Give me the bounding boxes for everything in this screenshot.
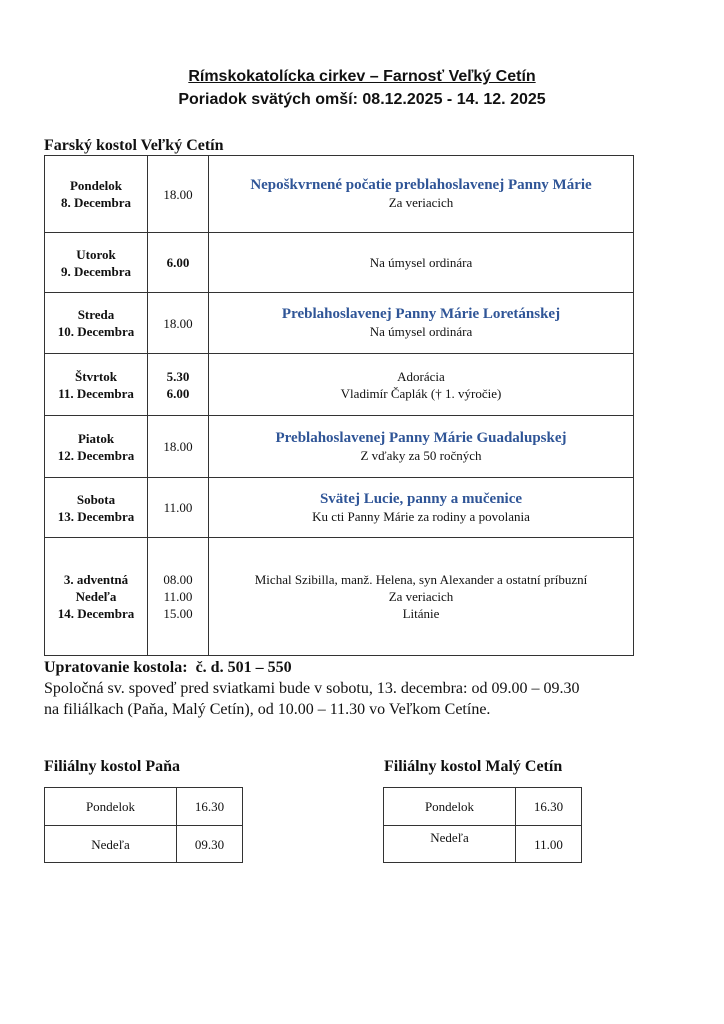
filial-time: 16.30 (177, 788, 243, 826)
filial-time: 11.00 (516, 826, 582, 863)
day-date: 11. Decembra (58, 385, 134, 401)
section-title: Farský kostol Veľký Cetín (44, 137, 224, 154)
mass-intention: Litánie (402, 606, 440, 621)
filial-time: 09.30 (177, 826, 243, 863)
table-row (45, 788, 243, 826)
day-cell (45, 293, 148, 354)
table-row (384, 826, 582, 863)
day-name: Pondelok (69, 178, 122, 193)
day-name: Štvrtok (75, 368, 117, 384)
time-cell (148, 354, 209, 416)
time-cell (148, 156, 209, 233)
mass-intention: Na úmysel ordinára (369, 255, 473, 270)
mass-time: 5.30 (166, 368, 190, 384)
filial-time: 16.30 (516, 788, 582, 826)
feast-title: Svätej Lucie, panny a mučenice (319, 490, 523, 507)
table-row (45, 354, 634, 416)
intention-cell (209, 354, 634, 416)
cleaning-line (44, 657, 292, 678)
filial-day: Pondelok (45, 788, 177, 826)
day-date: 14. Decembra (57, 606, 135, 621)
time-cell (148, 416, 209, 478)
mass-time: 6.00 (166, 385, 190, 401)
time-cell (148, 478, 209, 538)
day-cell (45, 538, 148, 656)
table-row (45, 293, 634, 354)
mass-time: 08.00 (163, 572, 193, 587)
filial-title-maly-cetin: Filiálny kostol Malý Cetín (384, 758, 563, 775)
table-row (45, 538, 634, 656)
mass-time: 11.00 (163, 500, 193, 515)
notice-line-2: na filiálkach (Paňa, Malý Cetín), od 10.00 – 11.30 vo Veľkom Cetíne. (44, 701, 491, 718)
day-date: 9. Decembra (60, 263, 132, 279)
table-row (45, 416, 634, 478)
filial-table-maly-cetin (383, 787, 582, 863)
mass-intention: Vladimír Čaplák († 1. výročie) (340, 385, 502, 401)
mass-time: 6.00 (166, 255, 190, 270)
day-date: 12. Decembra (57, 447, 135, 463)
filial-day: Nedeľa (45, 826, 177, 863)
feast-title: Nepoškvrnené počatie preblahoslavenej Panny Márie (250, 177, 592, 193)
day-cell (45, 478, 148, 538)
mass-intention: Za veriacich (388, 195, 454, 210)
day-name: Piatok (77, 430, 115, 446)
table-row (45, 156, 634, 233)
day-name: Utorok (76, 246, 116, 262)
time-cell (148, 233, 209, 293)
mass-time: 18.00 (163, 439, 193, 454)
day-cell (45, 354, 148, 416)
day-cell (45, 416, 148, 478)
table-row (45, 233, 634, 293)
intention-cell (209, 233, 634, 293)
table-row (45, 478, 634, 538)
day-date: 8. Decembra (60, 195, 132, 210)
day-date: 13. Decembra (57, 508, 135, 524)
mass-time: 18.00 (163, 315, 193, 331)
feast-title: Preblahoslavenej Panny Márie Guadalupskej (275, 429, 567, 446)
day-cell (45, 156, 148, 233)
time-cell (148, 538, 209, 656)
intention-cell (209, 156, 634, 233)
intention-cell (209, 416, 634, 478)
mass-time: 15.00 (163, 606, 193, 621)
cleaning-label: Upratovanie kostola: (44, 659, 188, 676)
filial-table-pana (44, 787, 243, 863)
document-subtitle: Poriadok svätých omší: 08.12.2025 - 14. 12. 2025 (178, 91, 546, 108)
mass-intention: Michal Szibilla, manž. Helena, syn Alexander a ostatní príbuzní (254, 572, 588, 587)
filial-title-pana: Filiálny kostol Paňa (44, 758, 181, 775)
day-cell (45, 233, 148, 293)
feast-title: Preblahoslavenej Panny Márie Loretánskej (281, 306, 561, 322)
filial-day: Nedeľa (384, 826, 516, 863)
mass-time: 18.00 (163, 186, 193, 202)
intention-cell (209, 293, 634, 354)
day-name: 3. adventná Nedeľa (63, 572, 129, 604)
day-date: 10. Decembra (57, 324, 135, 339)
document-title: Rímskokatolícka cirkev – Farnosť Veľký Cetín (188, 68, 536, 85)
mass-time: 11.00 (163, 589, 193, 604)
notice-line-1: Spoločná sv. spoveď pred sviatkami bude v sobotu, 13. decembra: od 09.00 – 09.30 (44, 680, 580, 697)
intention-cell (209, 538, 634, 656)
intention-cell (209, 478, 634, 538)
day-name: Sobota (76, 491, 116, 507)
schedule-table (44, 155, 634, 656)
time-cell (148, 293, 209, 354)
mass-intention: Na úmysel ordinára (369, 324, 473, 339)
mass-intention: Za veriacich (388, 589, 454, 604)
table-row (384, 788, 582, 826)
cleaning-value: č. d. 501 – 550 (195, 659, 292, 676)
mass-intention: Z vďaky za 50 ročných (360, 447, 482, 463)
day-name: Streda (77, 307, 115, 322)
table-row (45, 826, 243, 863)
filial-day: Pondelok (384, 788, 516, 826)
mass-intention: Adorácia (397, 368, 445, 384)
mass-intention: Ku cti Panny Márie za rodiny a povolania (312, 508, 530, 524)
